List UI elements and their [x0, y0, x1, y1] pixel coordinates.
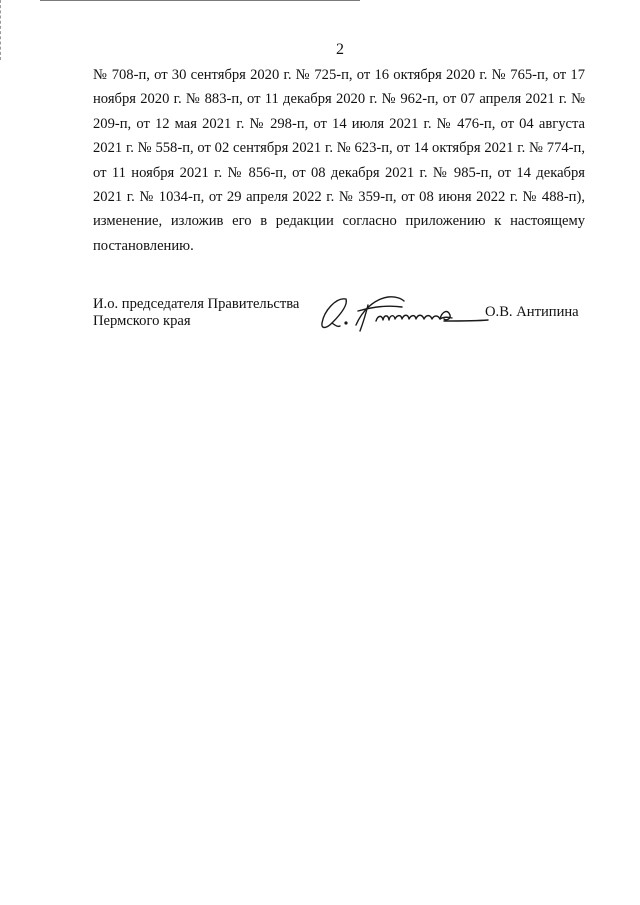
signatory-name: О.В. Антипина: [485, 304, 579, 320]
signature-stroke-o: [322, 299, 346, 328]
signature-dot: [345, 322, 347, 324]
scan-top-border: [40, 0, 360, 1]
page-number: 2: [336, 41, 344, 58]
handwritten-signature-icon: [316, 293, 491, 335]
body-paragraph: № 708-п, от 30 сентября 2020 г. № 725-п, от 16 октября 2020 г. № 765-п, от 17 ноября 2020 г. № 883-п, от 11 декабря 2020 г. № 962-п, от 07 апреля 2021 г. № 209-п, от 12 мая 2021 г. № 298-п, от 14 июля 2021 г. № 476-п, от 04 августа 2021 г. № 558-п, от 02 сентября 2021 г. № 623-п, от 14 октября 2021 г. № 774-п, от 11 ноября 2021 г. № 856-п, от 08 декабря 2021 г. № 985-п, от 14 декабря 2021 г. № 1034-п, от 29 апреля 2022 г. № 359-п, от 08 июня 2022 г. № 488-п), изменение, изложив его в редакции согласно приложению к настоящему постановлению.: [93, 67, 585, 254]
signatory-title-line-2: Пермского края: [93, 313, 191, 329]
signature-stroke-tail: [332, 323, 340, 326]
signatory-title-line-1: И.о. председателя Правительства: [93, 296, 300, 312]
signature-stroke-underline: [444, 320, 488, 321]
signatory-title: [93, 296, 333, 330]
